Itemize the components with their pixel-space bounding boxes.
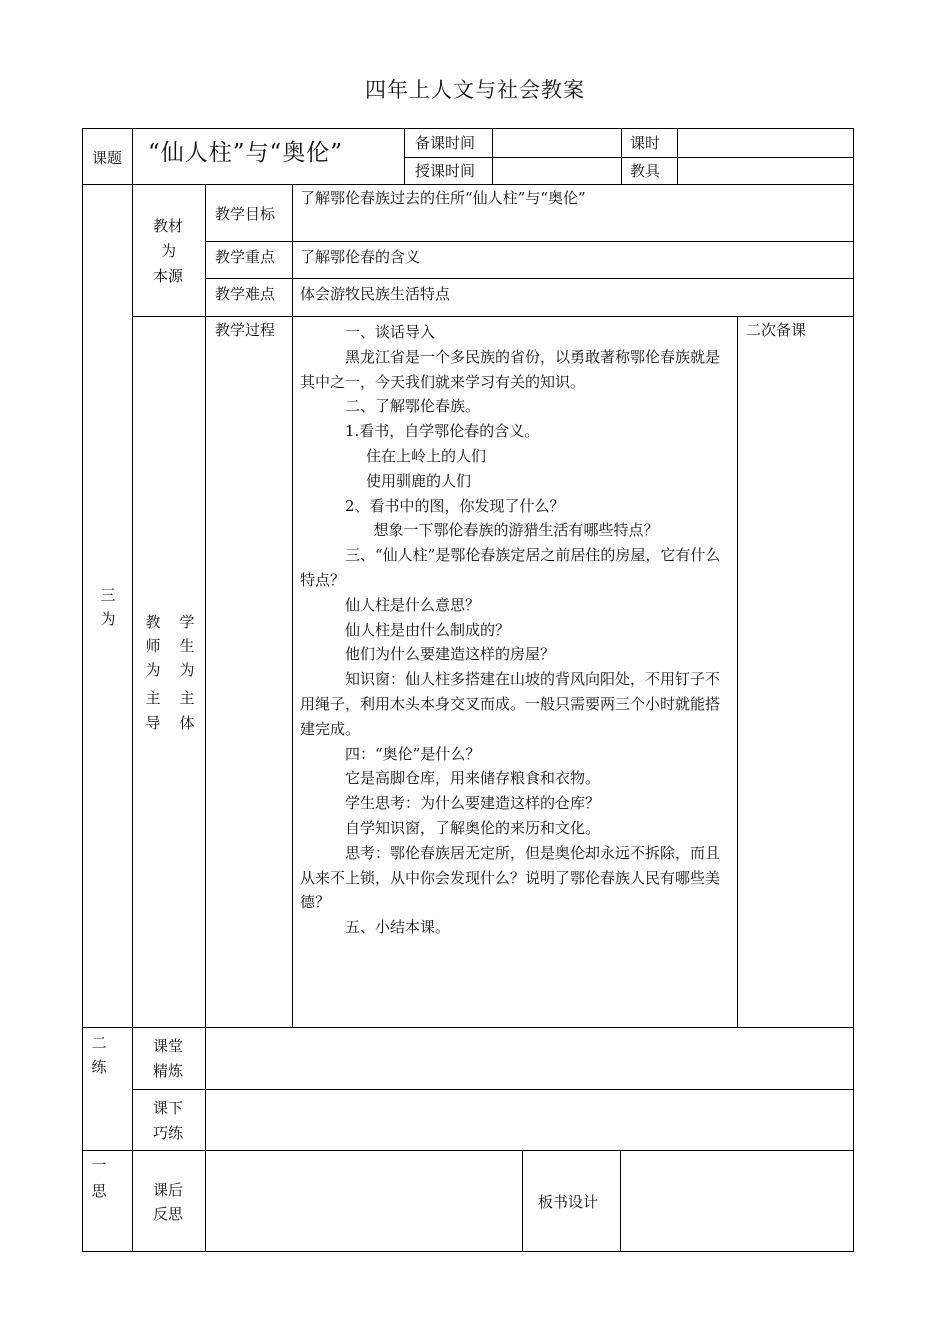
divider <box>205 241 854 242</box>
table-border-right <box>853 128 854 1252</box>
divider <box>404 157 853 158</box>
prep-time-label: 备课时间 <box>415 134 476 152</box>
process-line: 四：“奥伦”是什么？ <box>345 744 481 763</box>
process-line: 1.看书，自学鄂伦春的含义。 <box>345 422 540 441</box>
san-wei-label-char: 为 <box>100 610 116 628</box>
difficulty-text: 体会游牧民族生活特点 <box>300 285 451 303</box>
document-title: 四年上人文与社会教案 <box>365 78 585 102</box>
process-line: 自学知识窗，了解奥伦的来历和文化。 <box>345 818 601 837</box>
divider <box>132 316 854 317</box>
student-col-char: 主 <box>179 689 195 707</box>
divider <box>737 316 738 1028</box>
divider <box>205 184 206 1252</box>
teacher-col-char: 教 <box>145 613 161 631</box>
reflection-label: 反思 <box>153 1205 184 1223</box>
class-practice-label: 精炼 <box>153 1062 184 1080</box>
divider <box>82 184 854 185</box>
key-point-text: 了解鄂伦春的含义 <box>300 248 421 266</box>
material-label-line: 本源 <box>153 267 184 285</box>
after-practice-label: 课下 <box>153 1099 184 1117</box>
divider <box>82 1027 854 1028</box>
divider <box>132 128 133 184</box>
topic-label: 课题 <box>92 149 123 167</box>
san-wei-label-char: 三 <box>100 586 116 604</box>
student-col-char: 生 <box>179 637 195 655</box>
process-line: 思考：鄂伦春族居无定所，但是奥伦却永远不拆除，而且从来不上锁，从中你会发现什么？说明了鄂伦春族人民有哪些美德？ <box>300 843 721 912</box>
process-line: 三、“仙人柱”是鄂伦春族定居之前居住的房屋，它有什么特点？ <box>300 546 721 589</box>
teacher-col-char: 导 <box>145 714 161 732</box>
divider <box>621 128 622 184</box>
divider <box>677 128 678 184</box>
teaching-process <box>300 320 730 940</box>
process-line: 二、了解鄂伦春族。 <box>345 397 481 416</box>
class-practice-label: 课堂 <box>153 1037 184 1055</box>
process-line: 它是高脚仓库，用来储存粮食和衣物。 <box>345 769 601 788</box>
divider <box>522 1150 523 1252</box>
process-line: 一、谈话导入 <box>345 323 436 341</box>
board-design-label: 板书设计 <box>538 1193 599 1211</box>
divider <box>492 128 493 184</box>
material-label-line: 为 <box>161 242 177 260</box>
student-col-char: 学 <box>179 613 195 631</box>
teacher-col-char: 主 <box>145 689 161 707</box>
key-point-label: 教学重点 <box>215 248 276 266</box>
table-border-left <box>82 128 83 1252</box>
er-lian-label-char: 练 <box>91 1058 107 1076</box>
process-line: 仙人柱是什么意思？ <box>345 595 481 614</box>
material-label-line: 教材 <box>153 217 184 235</box>
divider <box>132 184 133 1252</box>
period-label: 课时 <box>630 134 661 152</box>
process-line: 想象一下鄂伦春族的游猎生活有哪些特点？ <box>373 521 659 540</box>
divider <box>620 1150 621 1252</box>
difficulty-label: 教学难点 <box>215 285 276 303</box>
table-border-bottom <box>82 1251 854 1252</box>
process-line: 黑龙江省是一个多民族的省份，以勇敢著称鄂伦春族就是其中之一，今天我们就来学习有关的知识。 <box>300 347 721 391</box>
divider <box>82 1150 854 1151</box>
goal-label: 教学目标 <box>215 205 276 223</box>
second-prep-label: 二次备课 <box>746 321 807 339</box>
teach-time-label: 授课时间 <box>415 162 476 180</box>
er-lian-label-char: 二 <box>91 1034 107 1052</box>
process-line: 知识窗：仙人柱多搭建在山坡的背风向阳处，不用钉子不用绳子，利用木头本身交叉而成。一般只需要两三个小时就能搭建完成。 <box>300 670 721 738</box>
teacher-col-char: 师 <box>145 637 161 655</box>
process-line: 他们为什么要建造这样的房屋？ <box>345 645 556 664</box>
process-line: 住在上岭上的人们 <box>366 446 487 465</box>
divider <box>132 1089 854 1090</box>
divider <box>292 184 293 1028</box>
process-line: 2、看书中的图，你发现了什么？ <box>345 496 565 515</box>
divider <box>404 128 405 184</box>
after-practice-label: 巧练 <box>153 1124 184 1142</box>
student-col-char: 为 <box>179 661 195 679</box>
process-line: 仙人柱是由什么制成的？ <box>345 620 511 639</box>
process-line: 学生思考：为什么要建造这样的仓库？ <box>345 794 601 813</box>
process-line: 使用驯鹿的人们 <box>366 471 472 490</box>
teacher-col-char: 为 <box>145 661 161 679</box>
yi-si-label-char: 一 <box>91 1156 107 1174</box>
table-border-top <box>82 128 854 129</box>
reflection-label: 课后 <box>153 1181 184 1199</box>
process-label: 教学过程 <box>215 321 276 339</box>
tools-label: 教具 <box>630 162 661 180</box>
lesson-topic: “仙人柱”与“奥伦” <box>148 140 344 166</box>
process-line: 五、小结本课。 <box>345 918 451 937</box>
student-col-char: 体 <box>179 714 195 732</box>
goal-text: 了解鄂伦春族过去的住所“仙人柱”与“奥伦” <box>300 189 586 207</box>
divider <box>205 278 854 279</box>
yi-si-label-char: 思 <box>91 1182 107 1200</box>
